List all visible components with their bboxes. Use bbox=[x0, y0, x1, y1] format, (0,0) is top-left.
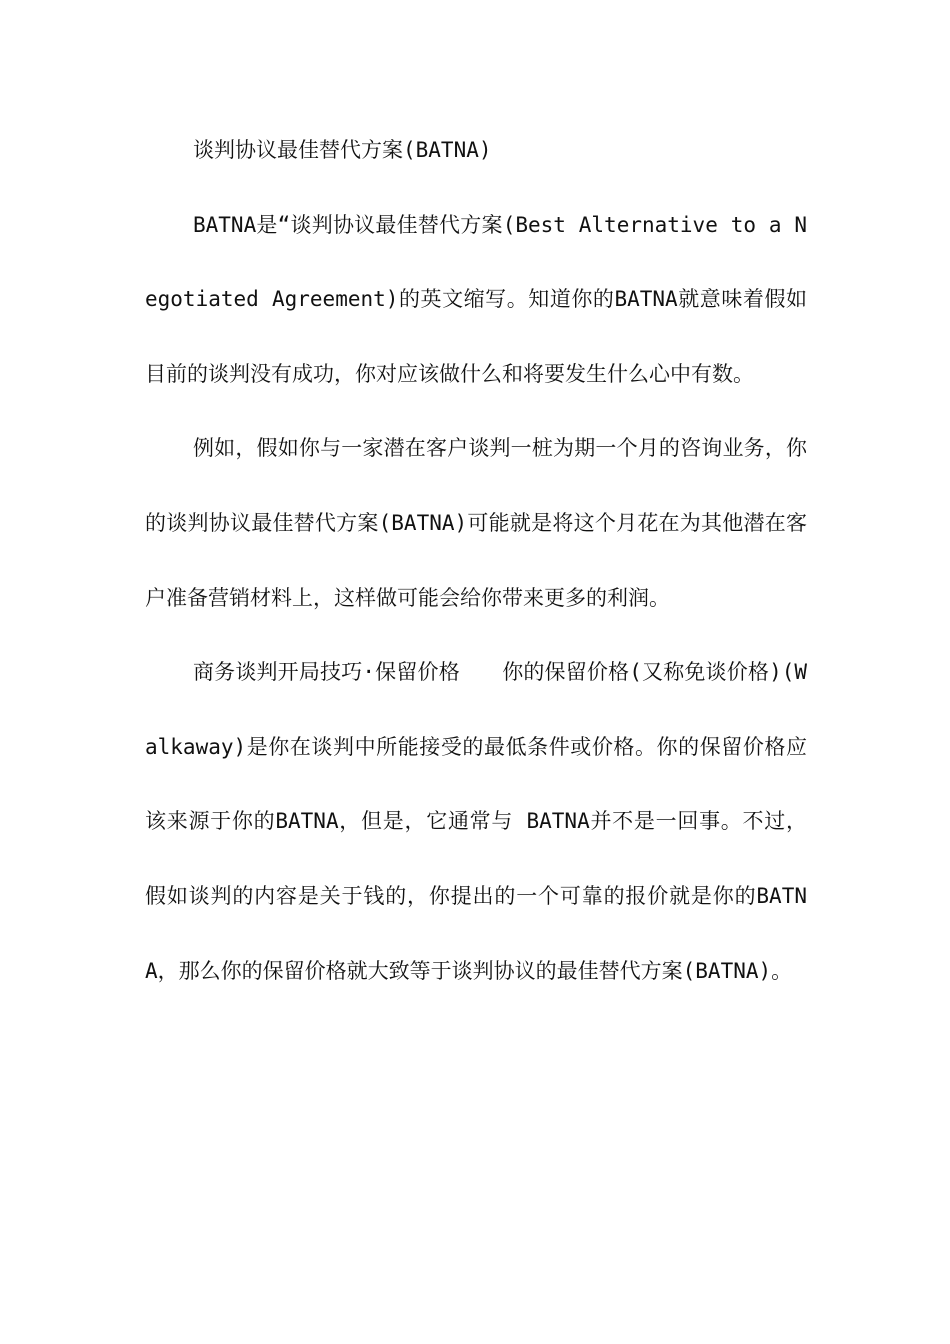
document-body bbox=[145, 113, 807, 1008]
section-heading-batna: 谈判协议最佳替代方案(BATNA) bbox=[193, 138, 492, 162]
paragraph-example: 例如，假如你与一家潜在客户谈判一桩为期一个月的咨询业务，你的谈判协议最佳替代方案(BATNA)可能就是将这个月花在为其他潜在客户准备营销材料上，这样做可能会给你带来更多的利润。 bbox=[145, 436, 807, 610]
paragraph-reservation-price: 商务谈判开局技巧·保留价格 你的保留价格(又称免谈价格)(Walkaway)是你在谈判中所能接受的最低条件或价格。你的保留价格应该来源于你的BATNA，但是，它通常与 BATNA并不是一回事。不过，假如谈判的内容是关于钱的，你提出的一个可靠的报价就是你的BATNA，那么你的保留价格就大致等于谈判协议的最佳替代方案(BATNA)。 bbox=[145, 660, 807, 983]
paragraph-batna-definition: BATNA是“谈判协议最佳替代方案(Best Alternative to a Negotiated Agreement)的英文缩写。知道你的BATNA就意味着假如目前的谈判没有成功，你对应该做什么和将要发生什么心中有数。 bbox=[145, 212, 807, 386]
